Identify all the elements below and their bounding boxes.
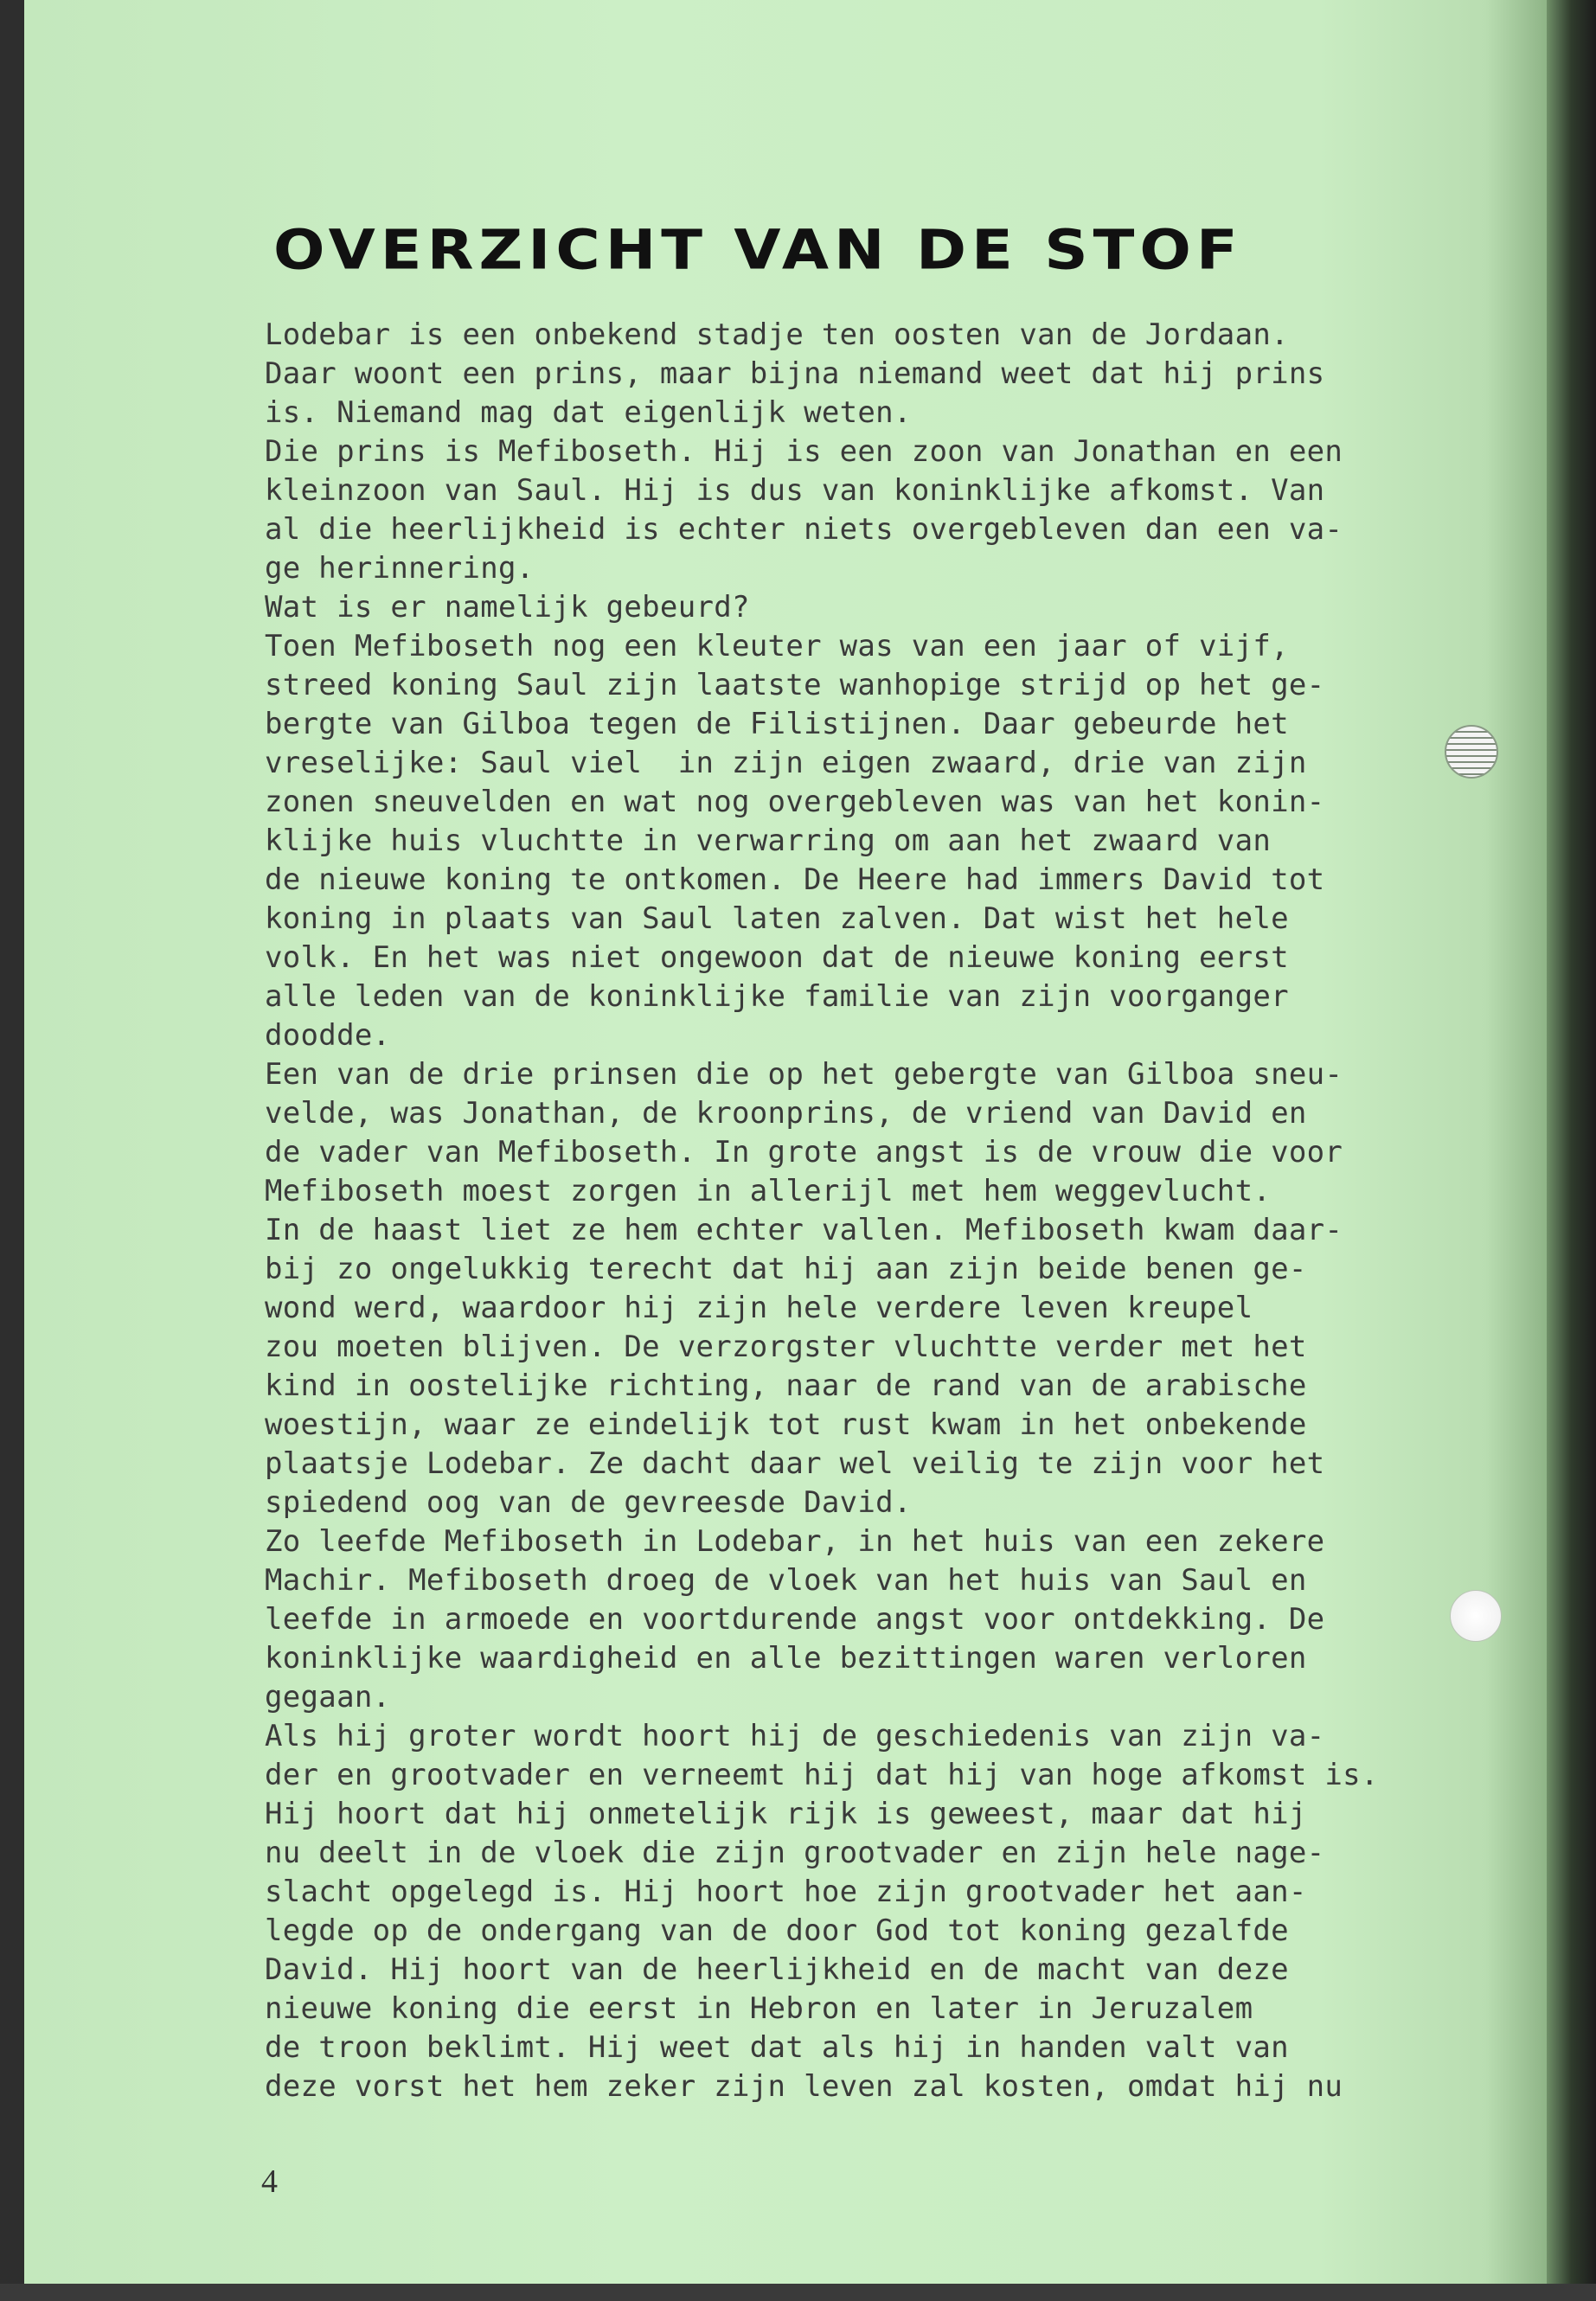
text-line: legde op de ondergang van de door God tot koning gezalfde [265, 1913, 1289, 1948]
punch-hole-icon [1445, 725, 1498, 779]
page-binding-edge [1547, 0, 1596, 2301]
text-line: al die heerlijkheid is echter niets overgebleven dan een va- [265, 512, 1343, 547]
page-heading: OVERZICHT VAN DE STOF [273, 218, 1243, 282]
text-line: plaatsje Lodebar. Ze dacht daar wel veilig te zijn voor het [265, 1446, 1325, 1481]
text-line: Zo leefde Mefiboseth in Lodebar, in het huis van een zekere [265, 1524, 1325, 1559]
text-line: is. Niemand mag dat eigenlijk weten. [265, 395, 912, 430]
text-line: spiedend oog van de gevreesde David. [265, 1485, 912, 1520]
page-number: 4 [261, 2163, 278, 2200]
text-line: bergte van Gilboa tegen de Filistijnen. Daar gebeurde het [265, 707, 1289, 741]
text-line: kind in oostelijke richting, naar de rand van de arabische [265, 1368, 1307, 1403]
text-line: velde, was Jonathan, de kroonprins, de vriend van David en [265, 1096, 1307, 1131]
text-line: Wat is er namelijk gebeurd? [265, 590, 750, 625]
punch-hole-icon [1450, 1590, 1502, 1642]
text-line: nieuwe koning die eerst in Hebron en later in Jeruzalem [265, 1991, 1253, 2026]
text-line: vreselijke: Saul viel in zijn eigen zwaard, drie van zijn [265, 746, 1307, 780]
text-line: Toen Mefiboseth nog een kleuter was van een jaar of vijf, [265, 629, 1289, 663]
text-line: alle leden van de koninklijke familie van zijn voorganger [265, 979, 1289, 1014]
text-line: streed koning Saul zijn laatste wanhopige strijd op het ge- [265, 668, 1325, 702]
text-line: koninklijke waardigheid en alle bezittingen waren verloren [265, 1641, 1307, 1676]
text-line: kleinzoon van Saul. Hij is dus van koninklijke afkomst. Van [265, 473, 1325, 508]
text-line: de nieuwe koning te ontkomen. De Heere had immers David tot [265, 862, 1325, 897]
text-line: Mefiboseth moest zorgen in allerijl met hem weggevlucht. [265, 1174, 1272, 1208]
text-line: deze vorst het hem zeker zijn leven zal kosten, omdat hij nu [265, 2069, 1343, 2104]
text-line: David. Hij hoort van de heerlijkheid en de macht van deze [265, 1952, 1289, 1987]
text-line: leefde in armoede en voortdurende angst voor ontdekking. De [265, 1602, 1325, 1637]
text-line: gegaan. [265, 1680, 391, 1715]
text-line: bij zo ongelukkig terecht dat hij aan zijn beide benen ge- [265, 1252, 1307, 1286]
text-line: Daar woont een prins, maar bijna niemand weet dat hij prins [265, 356, 1325, 391]
text-line: klijke huis vluchtte in verwarring om aan het zwaard van [265, 824, 1272, 858]
text-line: Een van de drie prinsen die op het gebergte van Gilboa sneu- [265, 1057, 1343, 1092]
text-line: doodde. [265, 1018, 391, 1053]
text-line: Die prins is Mefiboseth. Hij is een zoon van Jonathan en een [265, 434, 1343, 469]
text-line: Lodebar is een onbekend stadje ten oosten van de Jordaan. [265, 317, 1289, 352]
text-line: volk. En het was niet ongewoon dat de nieuwe koning eerst [265, 940, 1289, 975]
text-line: In de haast liet ze hem echter vallen. Mefiboseth kwam daar- [265, 1213, 1343, 1247]
text-line: der en grootvader en verneemt hij dat hij van hoge afkomst is. [265, 1758, 1379, 1792]
text-line: wond werd, waardoor hij zijn hele verdere leven kreupel [265, 1291, 1253, 1325]
text-line: slacht opgelegd is. Hij hoort hoe zijn grootvader het aan- [265, 1875, 1307, 1909]
text-line: koning in plaats van Saul laten zalven. Dat wist het hele [265, 901, 1289, 936]
text-line: ge herinnering. [265, 551, 535, 586]
text-line: zonen sneuvelden en wat nog overgebleven was van het konin- [265, 785, 1325, 819]
text-line: zou moeten blijven. De verzorgster vluchtte verder met het [265, 1330, 1307, 1364]
text-line: nu deelt in de vloek die zijn grootvader en zijn hele nage- [265, 1836, 1325, 1870]
text-line: Hij hoort dat hij onmetelijk rijk is geweest, maar dat hij [265, 1797, 1307, 1831]
text-line: de vader van Mefiboseth. In grote angst is de vrouw die voor [265, 1135, 1343, 1170]
text-line: de troon beklimt. Hij weet dat als hij in handen valt van [265, 2030, 1289, 2065]
body-text [265, 316, 1476, 2106]
text-line: Als hij groter wordt hoort hij de geschiedenis van zijn va- [265, 1719, 1325, 1753]
text-line: Machir. Mefiboseth droeg de vloek van het huis van Saul en [265, 1563, 1307, 1598]
page-bottom-edge [0, 2284, 1596, 2301]
text-line: woestijn, waar ze eindelijk tot rust kwam in het onbekende [265, 1407, 1307, 1442]
